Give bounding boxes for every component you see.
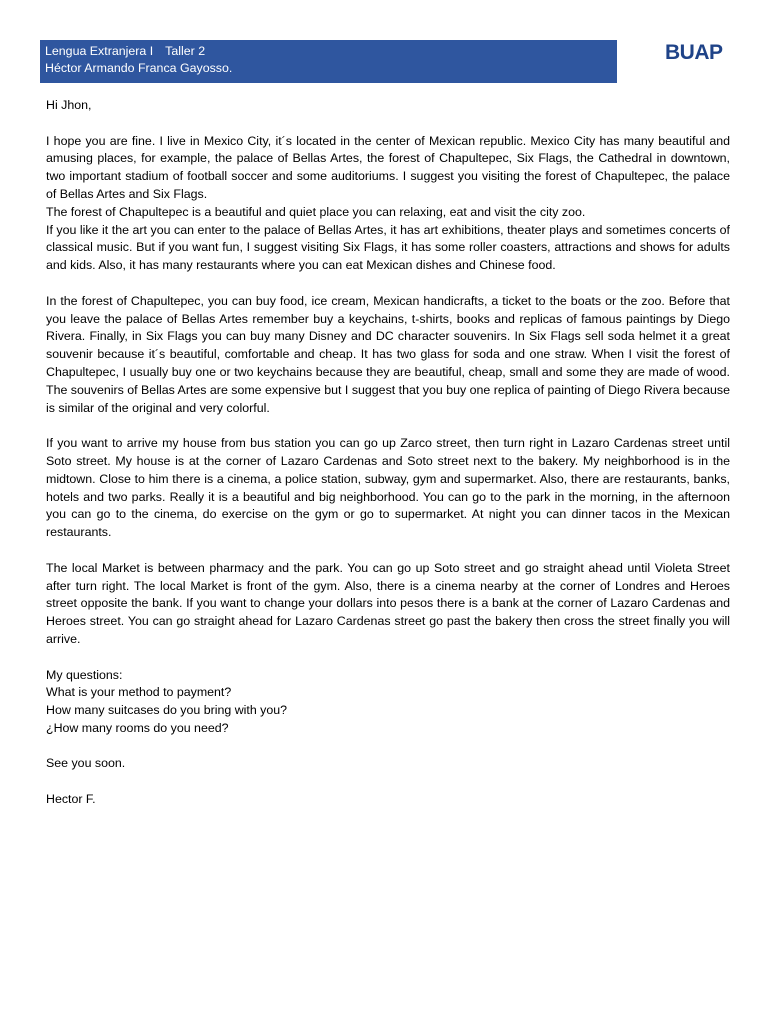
- author-name: Héctor Armando Franca Gayosso.: [45, 61, 233, 75]
- header-banner: [40, 40, 617, 83]
- questions-heading: My questions:: [46, 667, 123, 682]
- greeting: Hi Jhon,: [46, 98, 92, 112]
- course-name: Lengua Extranjera I: [45, 44, 154, 58]
- header-course-line: [45, 43, 617, 60]
- question-2: How many suitcases do you bring with you?: [46, 703, 288, 718]
- letter-body: [46, 97, 730, 809]
- paragraph-1-line-1: I hope you are fine. I live in Mexico City, it´s located in the center of Mexican republic. Mexico City has many beautiful and amusing places, for example, the palace of Bellas Artes, the forest of Chapultepec, Six Flags, the Cathedral in downtown, two important stadium of football soccer and some auditoriums. I suggest you visiting the forest of Chapultepec, the palace of Bellas Artes and Six Flags.: [46, 133, 730, 201]
- paragraph-2: In the forest of Chapultepec, you can buy food, ice cream, Mexican handicrafts, a ticket to the boats or the zoo. Before that you leave the palace of Bellas Artes remember buy a keychains, t-shirts, books and replicas of famous paintings by Diego Rivera. Finally, in Six Flags you can buy many Disney and DC character souvenirs. In Six Flags sell soda helmet it a great souvenir because it´s beautiful, comfortable and cheap. It has two glass for soda and one straw. When I visit the forest of Chapultepec, I usually buy one or two keychains because they are beautiful, cheap, small and some they are made of wood. The souvenirs of Bellas Artes are some expensive but I suggest that you buy one replica of painting of Diego Rivera because is similar of the original and very colorful.: [46, 293, 730, 415]
- question-3: ¿How many rooms do you need?: [46, 720, 229, 735]
- buap-logo: BUAP: [665, 41, 723, 64]
- paragraph-3: If you want to arrive my house from bus station you can go up Zarco street, then turn right in Lazaro Cardenas street until Soto street. My house is at the corner of Lazaro Cardenas and Soto street next to the bakery. My neighborhood is in the midtown. Close to him there is a cinema, a police station, subway, gym and supermarket. Also, there are restaurants, banks, hotels and two parks. Really it is a beautiful and big neighborhood. You can go to the park in the morning, in the afternoon you can go to the cinema, do exercise on the gym or go to supermarket. At night you can dinner tacos in the Mexican restaurants.: [46, 436, 730, 540]
- closing: See you soon.: [46, 756, 126, 771]
- workshop-name: Taller 2: [165, 44, 206, 58]
- paragraph-4: The local Market is between pharmacy and the park. You can go up Soto street and go straight ahead until Violeta Street after turn right. The local Market is front of the gym. Also, there is a cinema nearby at the corner of Londres and Heroes street opposite the bank. If you want to change your dollars into pesos there is a bank at the corner of Lazaro Cardenas and Heroes street. You can go straight ahead for Lazaro Cardenas street go past the bakery then cross the street finally you will arrive.: [46, 560, 730, 646]
- paragraph-1-line-2: The forest of Chapultepec is a beautiful and quiet place you can relaxing, eat and visit the city zoo.: [46, 204, 586, 219]
- question-1: What is your method to payment?: [46, 685, 232, 700]
- paragraph-1-line-3: If you like it the art you can enter to the palace of Bellas Artes, it has art exhibitions, theater plays and sometimes concerts of classical music. But if you want fun, I suggest visiting Six Flags, it has some roller coasters, attractions and shows for adults and kids. Also, it has many restaurants where you can eat Mexican dishes and Chinese food.: [46, 222, 730, 273]
- signature: Hector F.: [46, 792, 96, 807]
